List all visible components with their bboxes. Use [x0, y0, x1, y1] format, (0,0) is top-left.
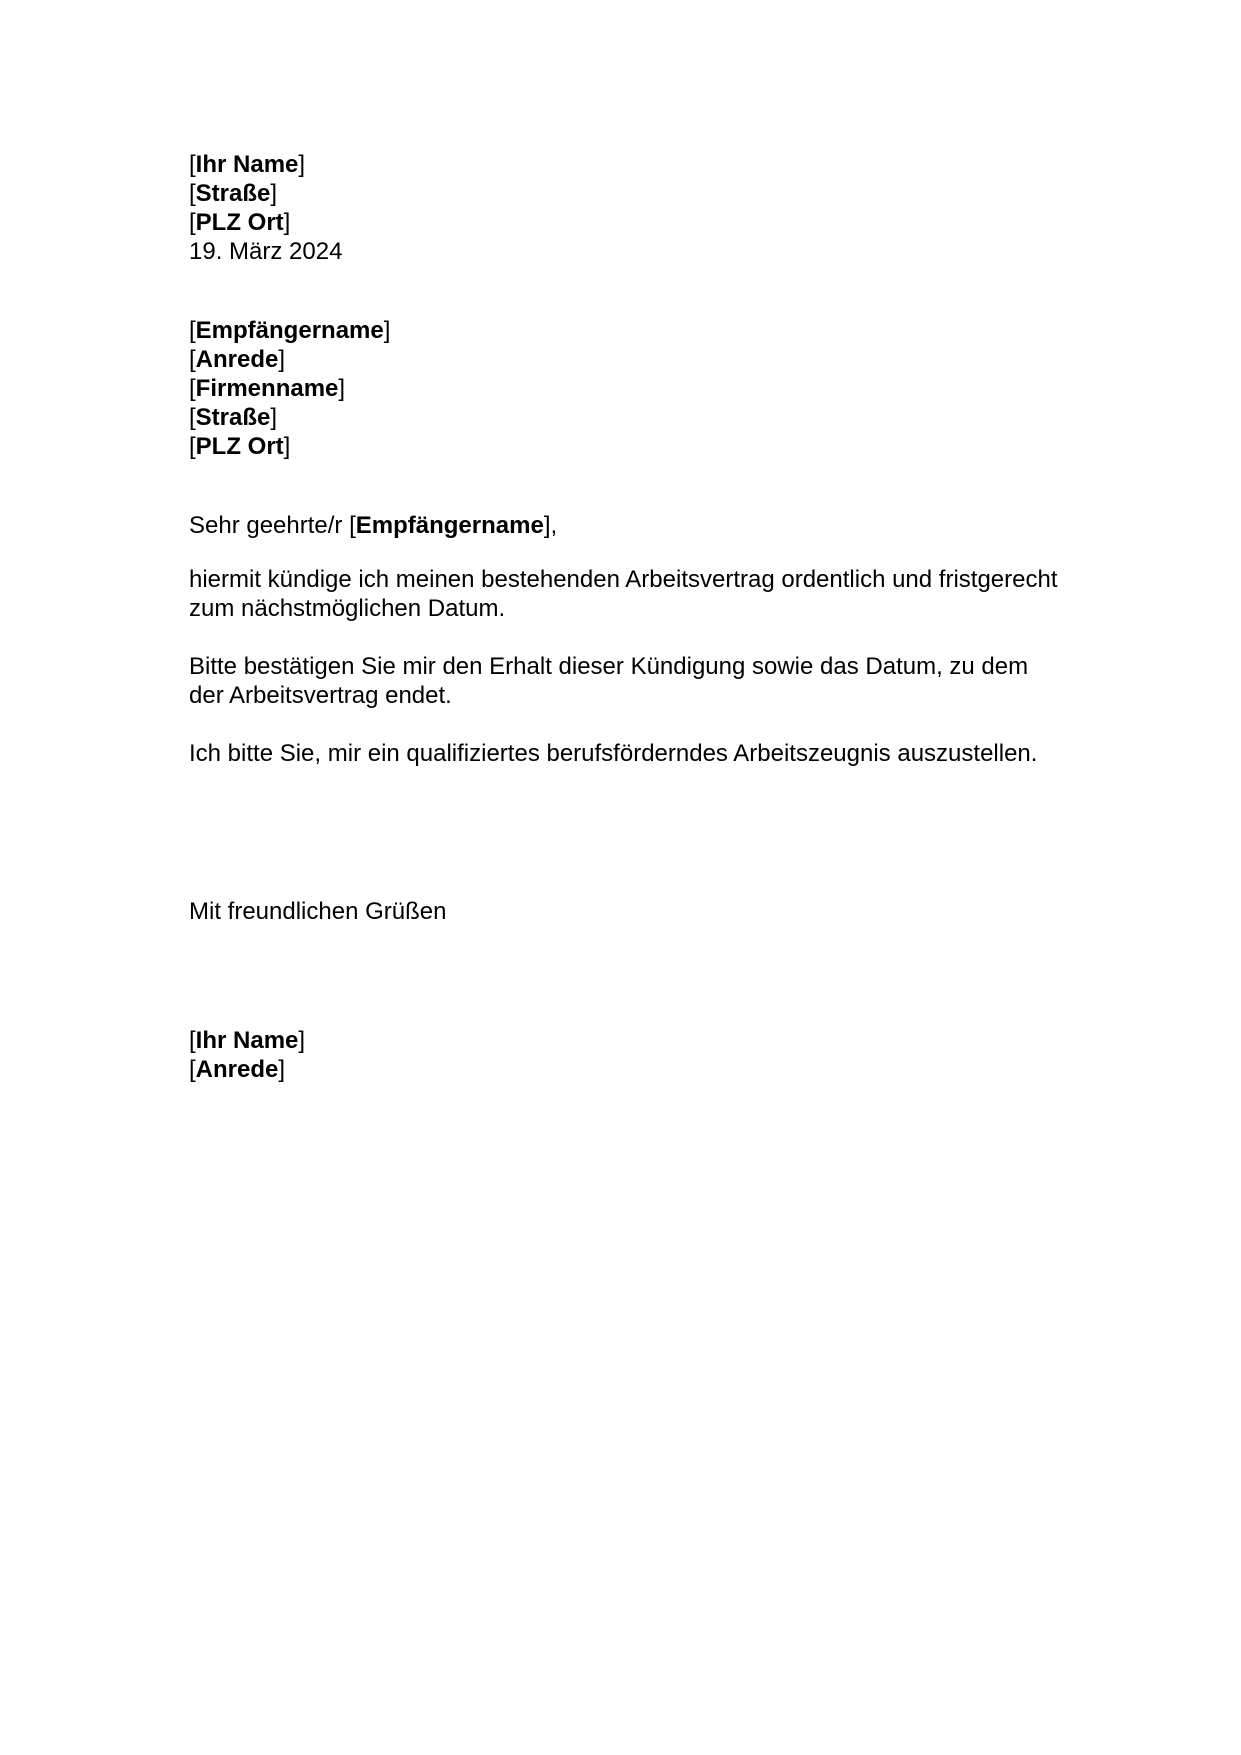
- recipient-company: Firmenname: [195, 375, 339, 402]
- recipient-street: Straße: [195, 404, 271, 431]
- recipient-company-line: [Firmenname]: [189, 375, 346, 402]
- body-paragraph-3: Ich bitte Sie, mir ein qualifiziertes berufsförderndes Arbeitszeugnis auszustellen.: [189, 740, 1038, 767]
- signature-block: [189, 1026, 1069, 1084]
- recipient-name: Empfängername: [195, 317, 384, 344]
- recipient-city-line: [PLZ Ort]: [189, 433, 291, 460]
- signature-name: Ihr Name: [195, 1027, 299, 1054]
- sender-street-line: [Straße]: [189, 180, 278, 207]
- closing-phrase: [189, 897, 1069, 926]
- letter-date: 19. März 2024: [189, 238, 343, 265]
- recipient-title-line: [Anrede]: [189, 346, 286, 373]
- salutation: [189, 511, 1069, 540]
- recipient-name-line: [Empfängername]: [189, 317, 391, 344]
- signature-name-line: [Ihr Name]: [189, 1027, 306, 1054]
- sender-city-line: [PLZ Ort]: [189, 209, 291, 236]
- signature-title: Anrede: [195, 1056, 279, 1083]
- salutation-prefix: Sehr geehrte/r [: [189, 512, 356, 539]
- body-paragraph-2: Bitte bestätigen Sie mir den Erhalt dieser Kündigung sowie das Datum, zu dem der Arbeitsvertrag endet.: [189, 653, 1029, 709]
- sender-name: Ihr Name: [195, 151, 299, 178]
- salutation-suffix: ],: [543, 512, 558, 539]
- sender-street: Straße: [195, 180, 271, 207]
- body-paragraph-1: hiermit kündige ich meinen bestehenden Arbeitsvertrag ordentlich und fristgerecht zum nächstmöglichen Datum.: [189, 566, 1058, 622]
- recipient-title: Anrede: [195, 346, 279, 373]
- recipient-street-line: [Straße]: [189, 404, 278, 431]
- recipient-address: [189, 316, 1069, 461]
- salutation-name: Empfängername: [355, 512, 544, 539]
- sender-city: PLZ Ort: [195, 209, 284, 236]
- closing-text: Mit freundlichen Grüßen: [189, 898, 447, 925]
- sender-address: [189, 150, 1069, 266]
- sender-name-line: [Ihr Name]: [189, 151, 306, 178]
- recipient-city: PLZ Ort: [195, 433, 284, 460]
- signature-title-line: [Anrede]: [189, 1056, 286, 1083]
